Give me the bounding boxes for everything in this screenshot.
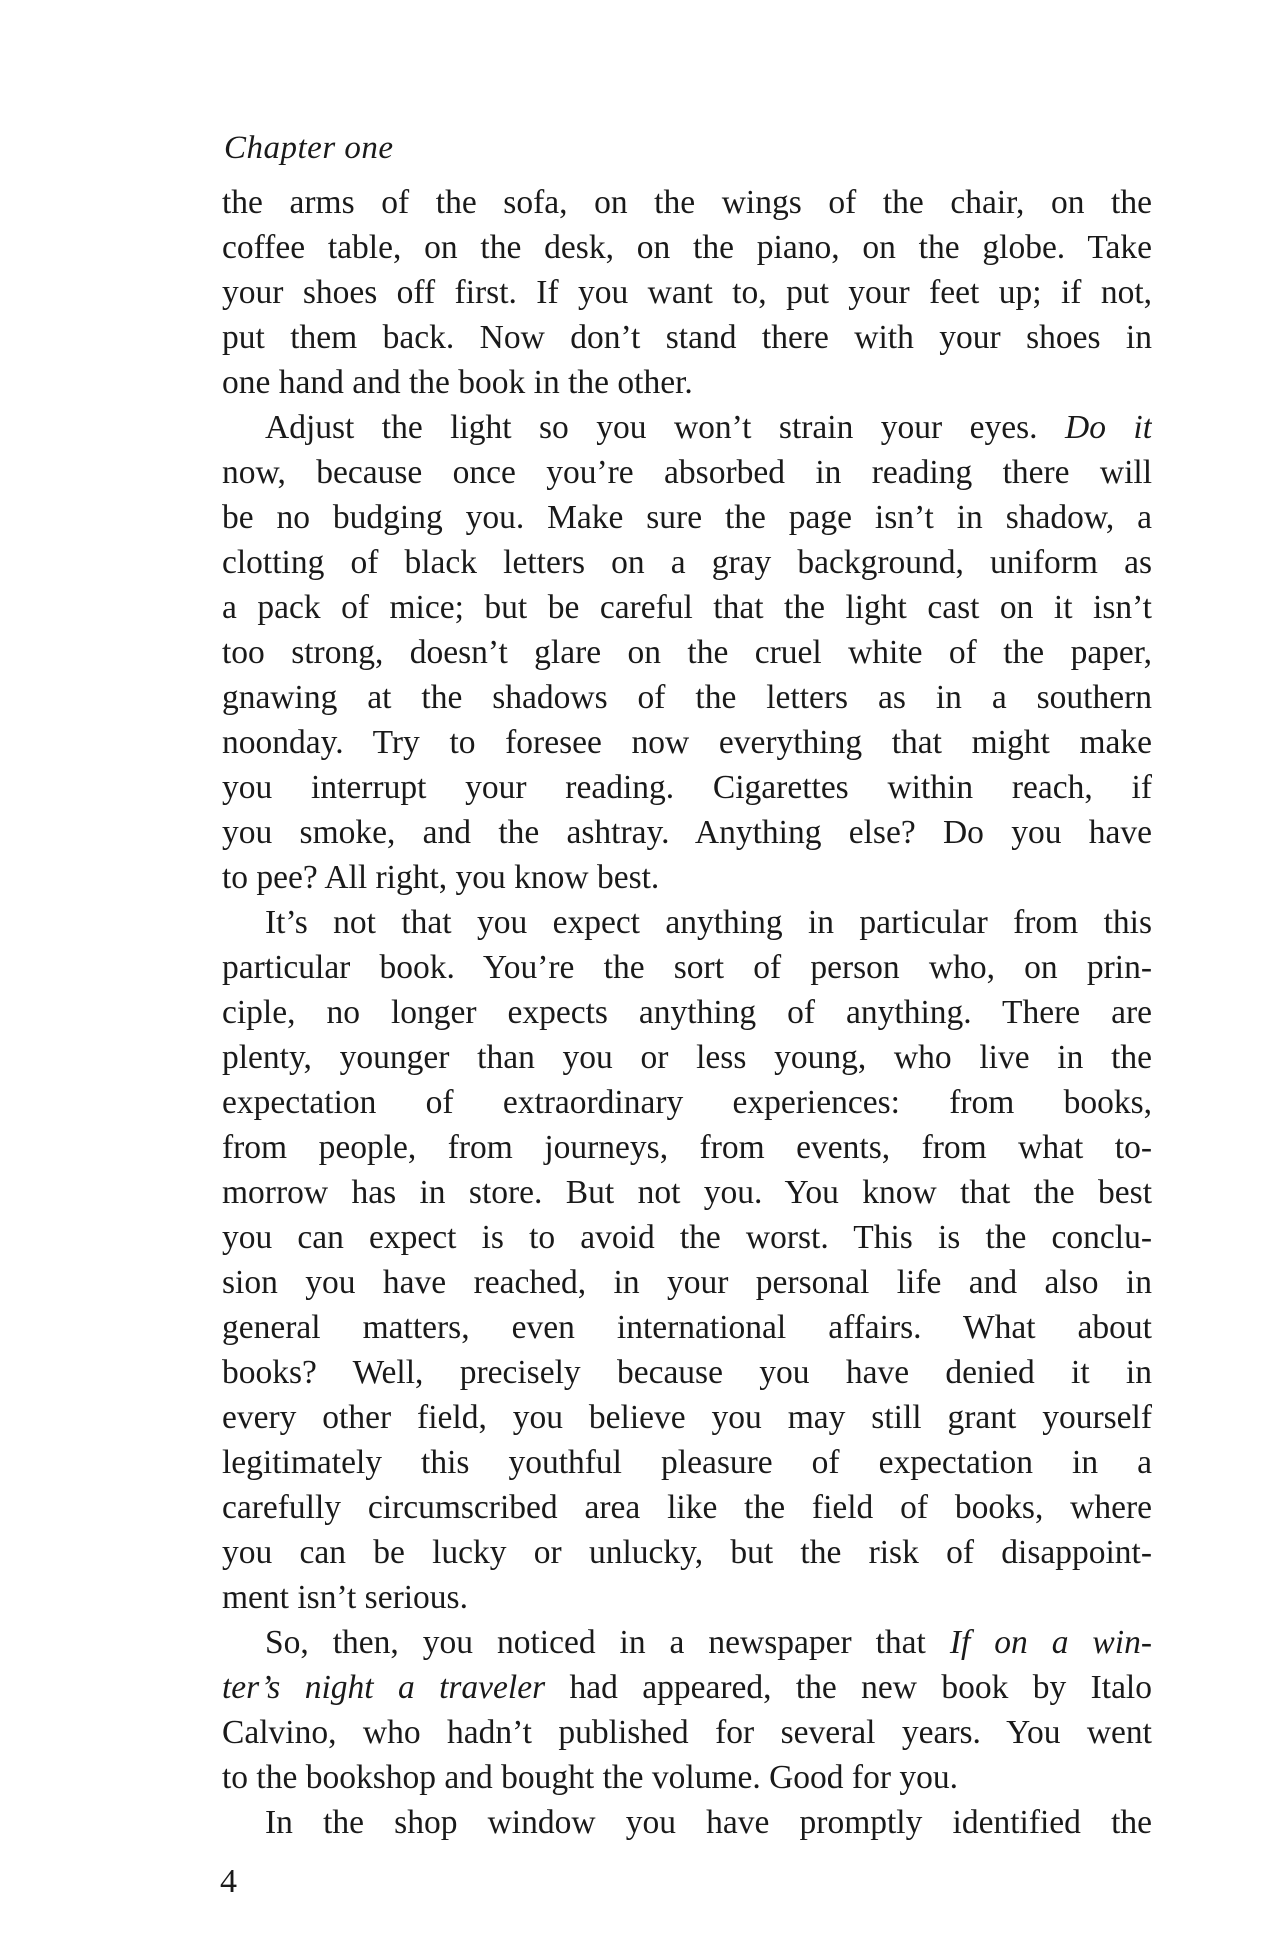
text-line: your shoes off first. If you want to, put your feet up; if not, xyxy=(222,274,1152,311)
text-line: put them back. Now don’t stand there with your shoes in xyxy=(222,319,1152,356)
text-run: So, then, you noticed in a newspaper that xyxy=(265,1624,950,1661)
text-line: too strong, doesn’t glare on the cruel white of the paper, xyxy=(222,634,1152,671)
text-line: every other field, you believe you may still grant yourself xyxy=(222,1399,1152,1436)
text-line: sion you have reached, in your personal life and also in xyxy=(222,1264,1152,1301)
text-line: general matters, even international affairs. What about xyxy=(222,1309,1152,1346)
text-run: Adjust the light so you won’t strain your eyes. xyxy=(265,409,1065,446)
text-line: morrow has in store. But not you. You know that the best xyxy=(222,1174,1152,1211)
book-title-italic: ter’s night a traveler xyxy=(222,1669,546,1706)
text-run: had appeared, the new book by Italo xyxy=(545,1669,1152,1706)
text-line: now, because once you’re absorbed in reading there will xyxy=(222,454,1152,491)
text-line: one hand and the book in the other. xyxy=(222,364,693,401)
text-line: be no budging you. Make sure the page isn’t in shadow, a xyxy=(222,499,1152,536)
book-title-italic: If on a win- xyxy=(949,1624,1152,1661)
text-line: clotting of black letters on a gray background, uniform as xyxy=(222,544,1152,581)
text-line: to the bookshop and bought the volume. Good for you. xyxy=(222,1759,958,1796)
text-line: books? Well, precisely because you have denied it in xyxy=(222,1354,1152,1391)
text-line: particular book. You’re the sort of person who, on prin- xyxy=(222,949,1152,986)
text-lines xyxy=(222,180,1152,1620)
text-line: from people, from journeys, from events, from what to- xyxy=(222,1129,1152,1166)
text-line: In the shop window you have promptly identified the xyxy=(265,1804,1152,1841)
text-line: It’s not that you expect anything in particular from this xyxy=(265,904,1152,941)
text-line: to pee? All right, you know best. xyxy=(222,859,660,896)
text-line: coffee table, on the desk, on the piano, on the globe. Take xyxy=(222,229,1152,266)
text-line: legitimately this youthful pleasure of expectation in a xyxy=(222,1444,1152,1481)
body-text xyxy=(222,180,1152,1845)
emphasis-italic: Do it xyxy=(1065,409,1152,446)
running-head: Chapter one xyxy=(224,130,394,166)
text-line xyxy=(222,405,1152,450)
page-number: 4 xyxy=(220,1863,237,1900)
text-line: you interrupt your reading. Cigarettes within reach, if xyxy=(222,769,1152,806)
text-line: gnawing at the shadows of the letters as in a southern xyxy=(222,679,1152,716)
text-line: you smoke, and the ashtray. Anything else? Do you have xyxy=(222,814,1152,851)
text-line: expectation of extraordinary experiences: from books, xyxy=(222,1084,1152,1121)
text-line: ment isn’t serious. xyxy=(222,1579,468,1616)
text-line: plenty, younger than you or less young, who live in the xyxy=(222,1039,1152,1076)
text-line: ciple, no longer expects anything of anything. There are xyxy=(222,994,1152,1031)
text-line: a pack of mice; but be careful that the light cast on it isn’t xyxy=(222,589,1152,626)
text-line xyxy=(222,1665,1152,1710)
text-line: you can be lucky or unlucky, but the risk of disappoint- xyxy=(222,1534,1152,1571)
text-line: carefully circumscribed area like the field of books, where xyxy=(222,1489,1152,1526)
text-line xyxy=(222,1620,1152,1665)
text-line: Calvino, who hadn’t published for several years. You went xyxy=(222,1714,1152,1751)
text-line: you can expect is to avoid the worst. This is the conclu- xyxy=(222,1219,1152,1256)
text-line: the arms of the sofa, on the wings of the chair, on the xyxy=(222,184,1152,221)
text-line: noonday. Try to foresee now everything that might make xyxy=(222,724,1152,761)
